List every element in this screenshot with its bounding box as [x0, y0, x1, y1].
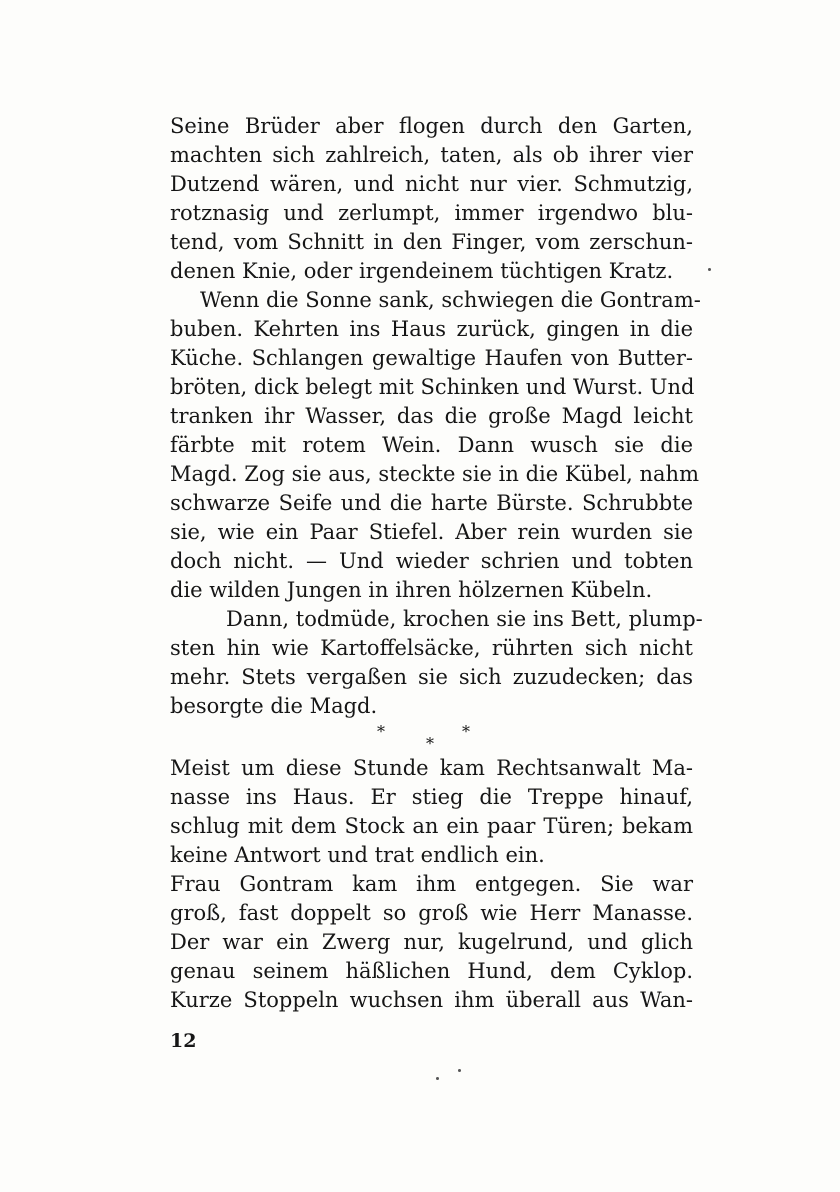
text-line: schwarze Seife und die harte Bürste. Schrubbte — [170, 491, 693, 515]
print-speck — [458, 1069, 461, 1072]
section-separator — [330, 722, 510, 752]
text-line: buben. Kehrten ins Haus zurück, gingen in die — [170, 317, 693, 341]
text-line: sie, wie ein Paar Stiefel. Aber rein wurden sie — [170, 520, 693, 544]
text-line: sten hin wie Kartoffelsäcke, rührten sich nicht — [170, 636, 693, 660]
text-line: Kurze Stoppeln wuchsen ihm überall aus Wan- — [170, 988, 693, 1012]
separator-asterisk: * — [462, 722, 470, 741]
text-line: genau seinem häßlichen Hund, dem Cyklop. — [170, 959, 693, 983]
text-line: groß, fast doppelt so groß wie Herr Manasse. — [170, 901, 693, 925]
body-text-lower — [170, 754, 693, 1015]
print-speck — [436, 1077, 439, 1080]
text-line: Seine Brüder aber flogen durch den Garten, — [170, 114, 693, 138]
print-speck — [708, 268, 711, 271]
text-line: die wilden Jungen in ihren hölzernen Kübeln. — [170, 578, 653, 602]
text-line: nasse ins Haus. Er stieg die Treppe hinauf, — [170, 785, 693, 809]
text-line: mehr. Stets vergaßen sie sich zuzudecken; das — [170, 665, 693, 689]
text-line: Magd. Zog sie aus, steckte sie in die Kübel, nahm — [170, 462, 699, 486]
text-line: Küche. Schlangen gewaltige Haufen von Butter- — [170, 346, 693, 370]
text-line: denen Knie, oder irgendeinem tüchtigen Kratz. — [170, 259, 674, 283]
text-line: Der war ein Zwerg nur, kugelrund, und glich — [170, 930, 693, 954]
text-line: färbte mit rotem Wein. Dann wusch sie die — [170, 433, 693, 457]
page-number: 12 — [170, 1030, 197, 1052]
separator-asterisk: * — [426, 734, 434, 753]
text-line: bröten, dick belegt mit Schinken und Wurst. Und — [170, 375, 695, 399]
text-line: schlug mit dem Stock an ein paar Türen; bekam — [170, 814, 693, 838]
text-line: tend, vom Schnitt in den Finger, vom zerschun- — [170, 230, 693, 254]
text-line: doch nicht. — Und wieder schrien und tobten — [170, 549, 693, 573]
text-line: machten sich zahlreich, taten, als ob ihrer vier — [170, 143, 693, 167]
text-line: Dann, todmüde, krochen sie ins Bett, plump- — [226, 607, 703, 631]
body-text-upper — [170, 112, 703, 721]
text-line: tranken ihr Wasser, das die große Magd leicht — [170, 404, 693, 428]
text-line: Dutzend wären, und nicht nur vier. Schmutzig, — [170, 172, 693, 196]
text-line: rotznasig und zerlumpt, immer irgendwo blu- — [170, 201, 693, 225]
text-line: Wenn die Sonne sank, schwiegen die Gontram- — [200, 288, 701, 312]
text-line: Frau Gontram kam ihm entgegen. Sie war — [170, 872, 693, 896]
text-line: Meist um diese Stunde kam Rechtsanwalt Ma- — [170, 756, 693, 780]
text-line: besorgte die Magd. — [170, 694, 378, 718]
text-line: keine Antwort und trat endlich ein. — [170, 843, 545, 867]
separator-asterisk: * — [377, 722, 385, 741]
